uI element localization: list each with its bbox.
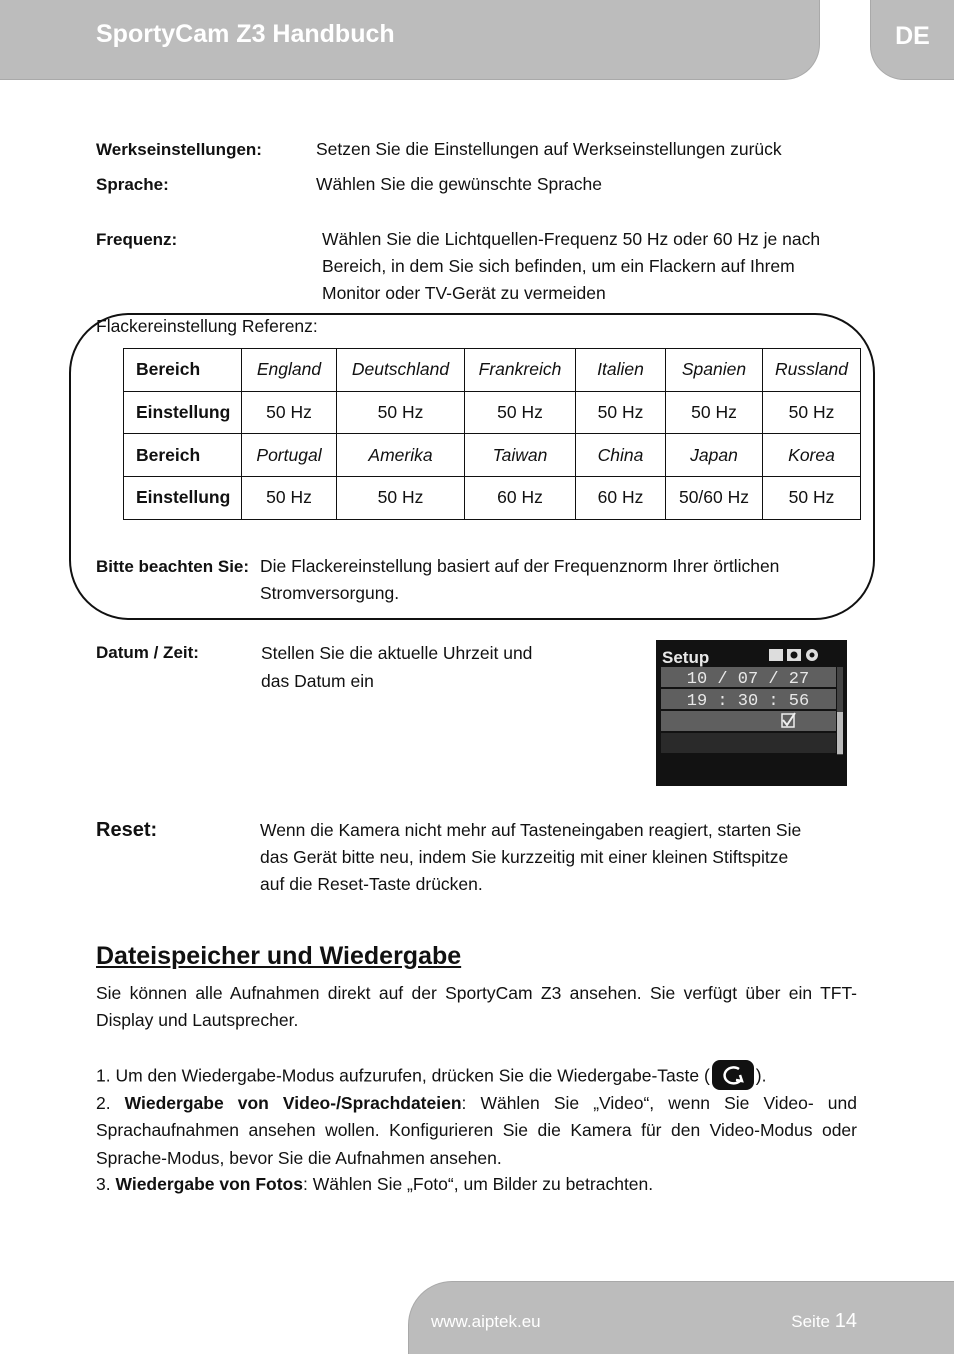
playback-step-1 — [96, 1062, 857, 1092]
language-tab — [870, 0, 954, 80]
footer-url: www.aiptek.eu — [431, 1312, 541, 1331]
datetime-line: Stellen Sie die aktuelle Uhrzeit und — [261, 643, 533, 663]
page-label: Seite — [791, 1312, 831, 1331]
setting-text-frequency — [322, 226, 820, 307]
region-cell: Italien — [576, 349, 666, 392]
setting-text-language: Wählen Sie die gewünschte Sprache — [316, 174, 603, 194]
page-number — [791, 1310, 857, 1333]
setting-text-factory: Setzen Sie die Einstellungen auf Werkseinstellungen zurück — [316, 139, 782, 159]
note-line: Stromversorgung. — [260, 583, 400, 603]
region-cell: Spanien — [666, 349, 763, 392]
value-cell: 50 Hz — [242, 391, 337, 434]
region-cell: Russland — [763, 349, 861, 392]
region-cell: Deutschland — [337, 349, 465, 392]
reset-line: Wenn die Kamera nicht mehr auf Tasteneingaben reagiert, starten Sie — [260, 820, 802, 840]
setup-time: 19 : 30 : 56 — [686, 692, 810, 711]
frequency-line: Bereich, in dem Sie sich befinden, um ein Flackern auf Ihrem — [322, 256, 795, 276]
step2-bold: Wiedergabe von Video-/Sprachdateien — [124, 1093, 462, 1113]
value-cell: 50 Hz — [763, 477, 861, 520]
table-row — [124, 391, 861, 434]
step1-text-end: ). — [755, 1065, 767, 1086]
value-cell: 50 Hz — [666, 391, 763, 434]
value-cell: 50 Hz — [242, 477, 337, 520]
step2-num: 2. — [96, 1093, 125, 1113]
section-title-playback: Dateispeicher und Wiedergabe — [96, 942, 462, 970]
reset-label: Reset: — [96, 819, 158, 841]
value-cell: 50/60 Hz — [666, 477, 763, 520]
value-cell: 50 Hz — [763, 391, 861, 434]
region-cell: Amerika — [337, 434, 465, 477]
step1-text: 1. Um den Wiedergabe-Modus aufzurufen, drücken Sie die Wiedergabe-Taste ( — [96, 1065, 710, 1086]
reset-line: auf die Reset-Taste drücken. — [260, 874, 483, 894]
value-cell: 50 Hz — [465, 391, 576, 434]
playback-arrow-icon — [712, 1060, 754, 1090]
page-num: 14 — [834, 1310, 857, 1332]
region-cell: Taiwan — [465, 434, 576, 477]
value-cell: 50 Hz — [576, 391, 666, 434]
playback-step-3 — [96, 1171, 857, 1198]
header-banner — [0, 0, 820, 80]
region-cell: Portugal — [242, 434, 337, 477]
datetime-label: Datum / Zeit: — [96, 643, 199, 662]
footer-banner — [408, 1281, 954, 1354]
value-cell: 60 Hz — [576, 477, 666, 520]
row-head: Bereich — [124, 349, 242, 392]
value-cell: 50 Hz — [337, 391, 465, 434]
region-cell: Korea — [763, 434, 861, 477]
reset-line: das Gerät bitte neu, indem Sie kurzzeitig mit einer kleinen Stiftspitze — [260, 847, 789, 867]
setup-screen-graphic — [656, 640, 847, 786]
note-label: Bitte beachten Sie: — [96, 557, 250, 576]
mode-icons — [769, 649, 818, 661]
value-cell: 60 Hz — [465, 477, 576, 520]
region-cell: England — [242, 349, 337, 392]
language-code: DE — [895, 22, 930, 50]
value-cell: 50 Hz — [337, 477, 465, 520]
flicker-caption: Flackereinstellung Referenz: — [96, 316, 318, 336]
camera-setup-screenshot — [656, 640, 847, 786]
row-head: Bereich — [124, 434, 242, 477]
note-text — [260, 553, 779, 607]
row-head: Einstellung — [124, 391, 242, 434]
note-line: Die Flackereinstellung basiert auf der Frequenznorm Ihrer örtlichen — [260, 556, 780, 576]
table-row — [124, 349, 861, 392]
region-cell: Frankreich — [465, 349, 576, 392]
setting-label-factory: Werkseinstellungen: — [96, 140, 262, 159]
setting-label-language: Sprache: — [96, 175, 169, 194]
setup-date: 10 / 07 / 27 — [686, 670, 810, 689]
table-row — [124, 434, 861, 477]
region-cell: Japan — [666, 434, 763, 477]
reset-text — [260, 817, 801, 898]
step3-text: : Wählen Sie „Foto“, um Bilder zu betrachten. — [302, 1174, 654, 1194]
region-cell: China — [576, 434, 666, 477]
setting-label-frequency: Frequenz: — [96, 230, 178, 249]
step2-text: : Wählen Sie „Video“, wenn Sie Video- und Sprachaufnahmen ansehen wollen. Konfigurieren Sie die Kamera für den Video-Modus oder Sprache-Modus, bevor Sie die Aufnahmen ansehen. — [96, 1093, 857, 1168]
table-row — [124, 477, 861, 520]
datetime-line: das Datum ein — [261, 671, 374, 691]
frequency-line: Wählen Sie die Lichtquellen-Frequenz 50 Hz oder 60 Hz je nach — [322, 229, 821, 249]
step3-bold: Wiedergabe von Fotos — [115, 1174, 303, 1194]
row-head: Einstellung — [124, 477, 242, 520]
step3-num: 3. — [96, 1174, 116, 1194]
playback-step-2 — [96, 1090, 857, 1172]
datetime-text — [261, 639, 532, 695]
setup-title: Setup — [662, 648, 710, 667]
document-title: SportyCam Z3 Handbuch — [96, 20, 395, 48]
playback-intro: Sie können alle Aufnahmen direkt auf der SportyCam Z3 ansehen. Sie verfügt über ein TFT-Display und Lautsprecher. — [96, 983, 857, 1031]
playback-button-icon — [712, 1060, 754, 1090]
frequency-line: Monitor oder TV-Gerät zu vermeiden — [322, 283, 606, 303]
flicker-table — [123, 348, 861, 520]
